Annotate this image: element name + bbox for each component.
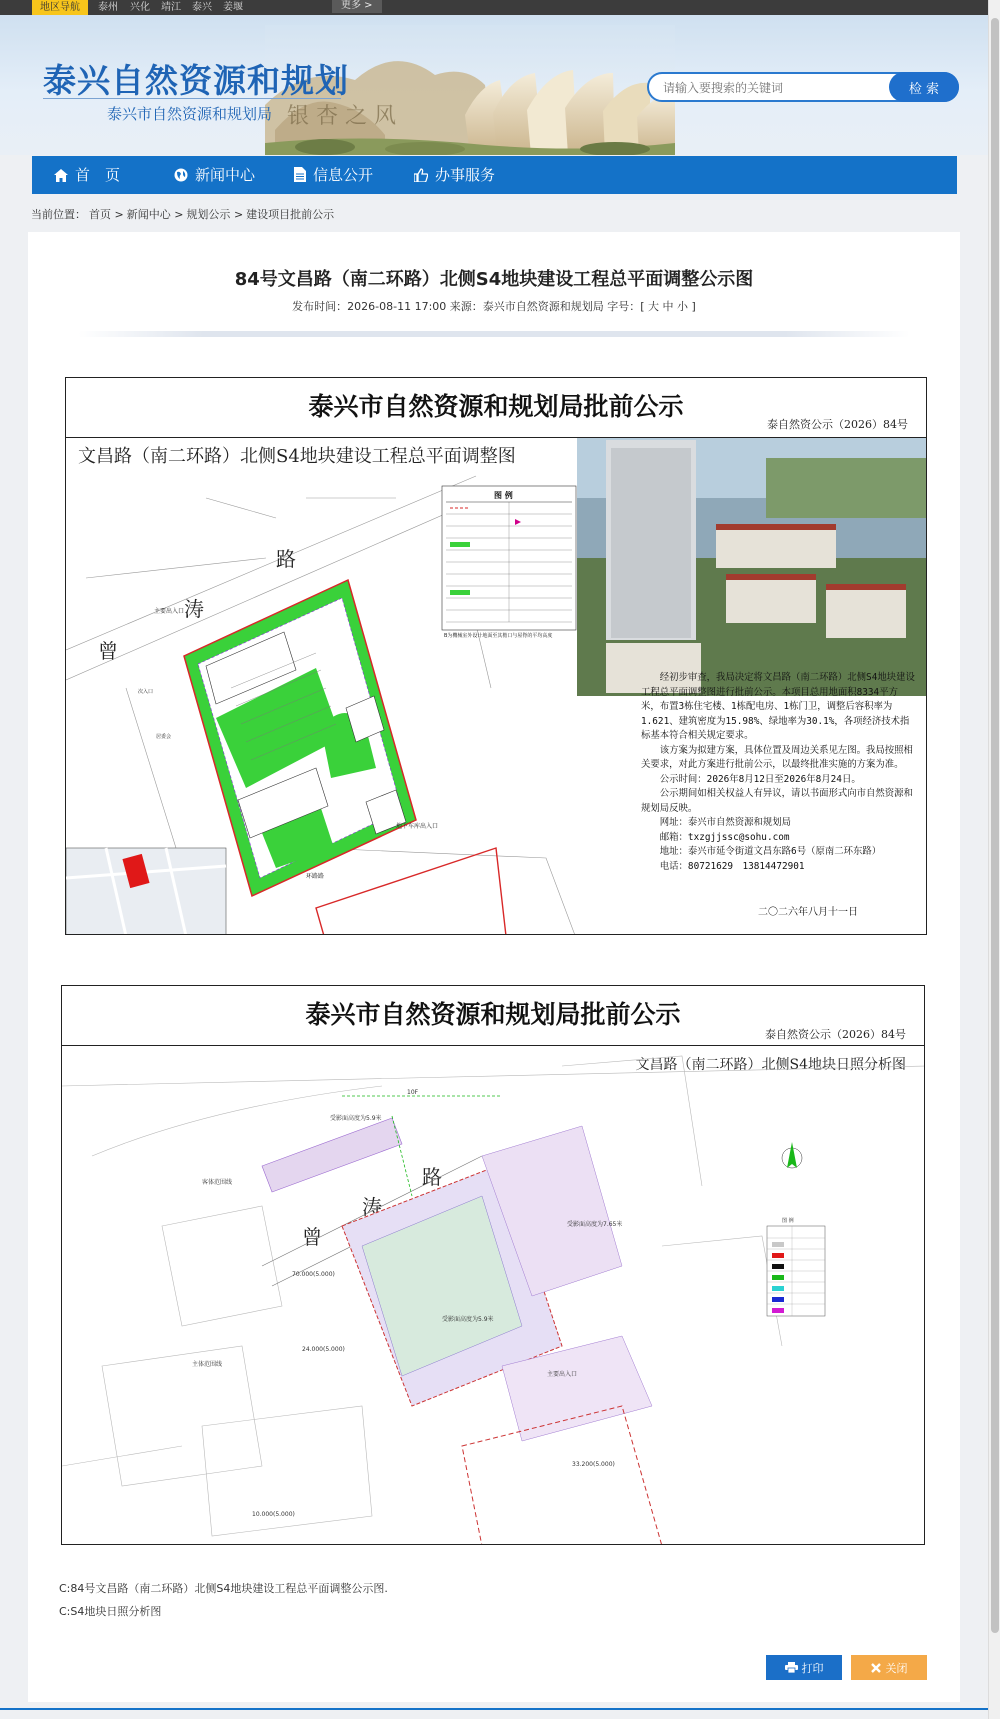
plan-label: 主要出入口 bbox=[547, 1371, 578, 1378]
print-button[interactable] bbox=[766, 1655, 842, 1680]
site-subtitle: 泰兴市自然资源和规划局 bbox=[107, 105, 273, 123]
search-input[interactable] bbox=[663, 78, 863, 98]
contact-website: 网址：泰兴市自然资源和规划局 bbox=[659, 817, 792, 828]
notice-text bbox=[641, 671, 916, 874]
document-icon bbox=[294, 167, 306, 182]
breadcrumb-sep: > bbox=[114, 208, 124, 221]
plan-label: 居委会 bbox=[156, 734, 172, 740]
home-icon bbox=[54, 169, 68, 182]
notice-image-sunlight-analysis[interactable] bbox=[61, 985, 925, 1545]
poster1-subtitle: 文昌路（南二环路）北侧S4地块建设工程总平面调整图 bbox=[78, 446, 516, 467]
notice-paragraph: 公示期间如相关权益人有异议，请以书面形式向市自然资源和规划局反映。 bbox=[641, 788, 913, 814]
road-label: 曾 bbox=[302, 1225, 322, 1249]
svg-text:图 例: 图 例 bbox=[494, 491, 513, 500]
search-button[interactable]: 检 索 bbox=[889, 72, 959, 102]
notice-date: 二〇二六年八月十一日 bbox=[758, 907, 858, 918]
region-link-taizhou[interactable]: 泰州 bbox=[98, 2, 118, 13]
site-title: 泰兴自然资源和规划 bbox=[43, 61, 349, 100]
road-label: 涛 bbox=[362, 1195, 382, 1219]
region-link-jingjiang[interactable]: 靖江 bbox=[161, 2, 181, 13]
height-label: 24.000(5.000) bbox=[302, 1346, 345, 1353]
notice-image-site-plan[interactable] bbox=[65, 377, 927, 935]
article-title: 84号文昌路（南二环路）北侧S4地块建设工程总平面调整公示图 bbox=[234, 269, 754, 290]
plan-label: 主体范围线 bbox=[192, 1361, 223, 1368]
plan-label: 受影面高度为5.9米 bbox=[442, 1316, 494, 1323]
sunlight-analysis-drawing bbox=[62, 1046, 925, 1545]
notice-paragraph: 该方案为拟建方案，具体位置及周边关系见左图。我局按照相关要求，对此方案进行批前公示，以最终批准实施的方案为准。 bbox=[641, 744, 913, 770]
site-plan-legend bbox=[442, 486, 576, 639]
site-header bbox=[0, 15, 988, 155]
plan-label: 主要出入口 bbox=[154, 608, 185, 615]
plan-label: 环路路 bbox=[306, 873, 325, 880]
region-link-taixing[interactable]: 泰兴 bbox=[192, 2, 212, 13]
title-divider bbox=[43, 98, 341, 99]
notice-paragraph: 公示时间：2026年8月12日至2026年8月24日。 bbox=[659, 773, 861, 785]
breadcrumb-current[interactable]: 建设项目批前公示 bbox=[246, 208, 335, 221]
close-label: 关闭 bbox=[885, 1661, 908, 1675]
meta-divider bbox=[78, 331, 910, 337]
main-nav bbox=[32, 156, 957, 194]
contact-email: 邮箱：txzgjjssc@sohu.com bbox=[659, 831, 790, 843]
caption-2: C:S4地块日照分析图 bbox=[59, 1605, 162, 1618]
article-meta: 发布时间：2026-08-11 17:00 来源：泰兴市自然资源和规划局 字号：[ 大 中 小 ] bbox=[292, 300, 696, 313]
plan-label: 次入口 bbox=[138, 689, 154, 695]
caption-1: C:84号文昌路（南二环路）北侧S4地块建设工程总平面调整公示图. bbox=[59, 1582, 388, 1595]
thumbs-up-icon bbox=[414, 168, 428, 182]
sunlight-legend bbox=[767, 1217, 825, 1316]
close-icon bbox=[871, 1663, 881, 1673]
poster2-subtitle: 文昌路（南二环路）北侧S4地块日照分析图 bbox=[635, 1057, 906, 1073]
location-map bbox=[66, 848, 226, 935]
road-label: 路 bbox=[276, 547, 296, 571]
top-region-bar bbox=[0, 0, 988, 15]
contact-address: 地址：泰兴市延令街道文昌东路6号（原南二环东路） bbox=[659, 846, 882, 857]
plan-label: 客体范围线 bbox=[202, 1179, 233, 1186]
breadcrumb-home[interactable]: 首页 bbox=[89, 208, 111, 221]
plan-label: 地下车库出入口 bbox=[396, 823, 439, 830]
notice-paragraph: 经初步审查，我局决定将文昌路（南二环路）北侧S4地块建设工程总平面调整图进行批前公示。本项目总用地面积8334平方米，布置3栋住宅楼、1栋配电房、1栋门卫，调整后容积率为1.621、建筑密度为15.98%、绿地率为30.1%，各项经济技术指标基本符合相关规定要求。 bbox=[641, 672, 915, 741]
poster1-heading: 泰兴市自然资源和规划局批前公示 bbox=[66, 378, 926, 438]
road-label: 路 bbox=[422, 1165, 442, 1189]
more-regions-button[interactable]: 更多 > bbox=[332, 0, 382, 13]
breadcrumb bbox=[31, 206, 334, 222]
region-link-xinghua[interactable]: 兴化 bbox=[130, 2, 150, 13]
poster2-heading: 泰兴市自然资源和规划局批前公示 bbox=[62, 986, 924, 1046]
nav-item-news[interactable] bbox=[174, 156, 255, 194]
svg-text:B为機械室外设计地面至其檐口与屋脊的平均高度: B为機械室外设计地面至其檐口与屋脊的平均高度 bbox=[444, 633, 553, 639]
image-captions bbox=[59, 1577, 388, 1623]
plan-label: 受影面高度为7.65米 bbox=[567, 1221, 623, 1228]
plan-label: 10F bbox=[407, 1089, 419, 1096]
globe-icon bbox=[174, 168, 188, 182]
breadcrumb-planning[interactable]: 规划公示 bbox=[186, 208, 231, 221]
height-label: 33.200(5.000) bbox=[572, 1461, 615, 1468]
svg-text:银 杏 之 风: 银 杏 之 风 bbox=[287, 104, 396, 129]
printer-icon bbox=[785, 1662, 798, 1673]
road-label: 涛 bbox=[184, 597, 204, 621]
breadcrumb-news[interactable]: 新闻中心 bbox=[126, 208, 171, 221]
print-label: 打印 bbox=[801, 1661, 824, 1675]
nav-label-home: 首 页 bbox=[75, 166, 121, 184]
breadcrumb-prefix: 当前位置： bbox=[31, 208, 86, 221]
breadcrumb-sep: > bbox=[233, 208, 244, 221]
search-box bbox=[647, 72, 959, 102]
region-link-jiangyan[interactable]: 姜堰 bbox=[223, 2, 243, 13]
north-arrow-icon bbox=[782, 1142, 802, 1168]
breadcrumb-sep: > bbox=[174, 208, 184, 221]
height-label: 70.000(5.000) bbox=[292, 1271, 335, 1278]
nav-item-info[interactable] bbox=[294, 156, 373, 194]
scrollbar-thumb[interactable] bbox=[991, 18, 999, 1633]
nav-item-service[interactable] bbox=[414, 156, 495, 194]
article-card bbox=[28, 232, 960, 1702]
nav-label-news: 新闻中心 bbox=[195, 166, 256, 184]
nav-item-home[interactable] bbox=[54, 156, 120, 194]
close-button[interactable] bbox=[851, 1655, 927, 1680]
poster1-number: 泰自然资公示（2026）84号 bbox=[767, 418, 908, 431]
footer-divider bbox=[0, 1708, 988, 1710]
plan-label: 受影面高度为5.9米 bbox=[330, 1115, 382, 1122]
aerial-photo bbox=[577, 438, 927, 696]
road-label: 曾 bbox=[98, 639, 118, 663]
svg-text:图 例: 图 例 bbox=[782, 1218, 794, 1224]
page-scrollbar[interactable] bbox=[988, 0, 1000, 1719]
region-nav-label: 地区导航 bbox=[32, 0, 88, 15]
height-label: 10.000(5.000) bbox=[252, 1511, 295, 1518]
nav-label-service: 办事服务 bbox=[435, 166, 496, 184]
contact-phone: 电话：80721629 13814472901 bbox=[659, 860, 805, 872]
poster2-number: 泰自然资公示（2026）84号 bbox=[765, 1028, 906, 1041]
nav-label-info: 信息公开 bbox=[313, 166, 374, 184]
